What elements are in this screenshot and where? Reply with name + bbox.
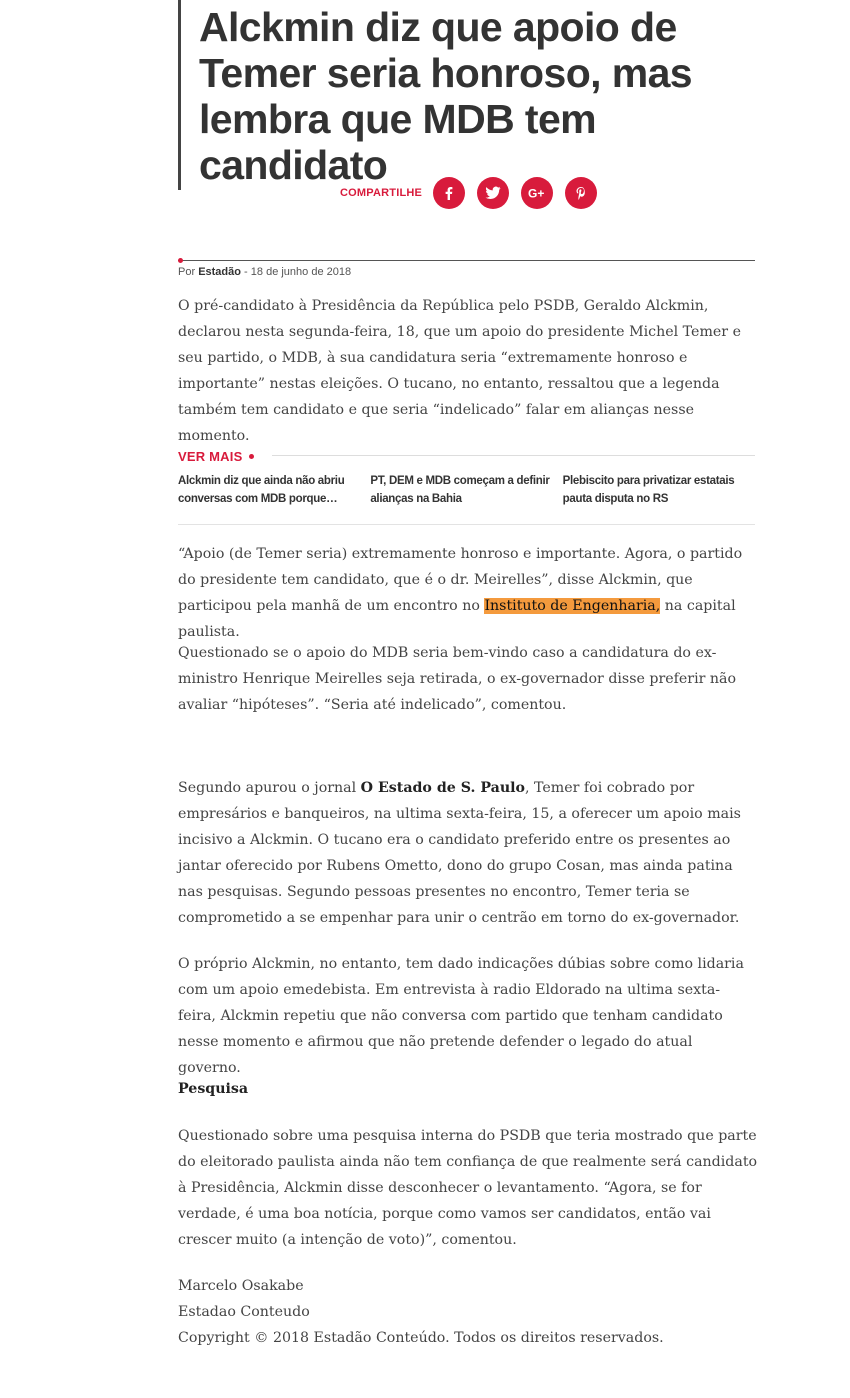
byline-author: Estadão — [198, 266, 241, 278]
article-paragraph-1: O pré-candidato à Presidência da República pelo PSDB, Geraldo Alckmin, declarou nesta segunda-feira, 18, que um apoio do presidente Michel Temer e seu partido, o MDB, à sua candidatura seria “extremamente honroso e importante” nestas eleições. O tucano, no entanto, ressaltou que a legenda também tem candidato e que seria “indelicado” falar em alianças nesse momento. — [178, 298, 741, 444]
signature-source: Estadao Conteudo — [178, 1304, 310, 1320]
twitter-icon — [485, 186, 501, 200]
byline-prefix: Por — [178, 266, 196, 278]
headline-block — [178, 0, 789, 190]
article-title: Alckmin diz que apoio de Temer seria honroso, mas lembra que MDB tem candidato — [199, 4, 692, 188]
ver-mais-divider — [272, 455, 755, 456]
paragraph-2-text: “Apoio (de Temer seria) extremamente honroso e importante. Agora, o partido do presidente tem candidato, que é o dr. Meirelles”, disse Alckmin, que participou pela manhã de um encontro no — [178, 546, 743, 614]
facebook-share-button[interactable] — [433, 177, 465, 209]
google-plus-share-button[interactable] — [521, 177, 553, 209]
article-paragraph-6: Questionado sobre uma pesquisa interna do PSDB que teria mostrado que parte do eleitorado paulista ainda não tem confiança de que realmente será candidato à Presidência, Alckmin disse desconhecer o levantamento. “Agora, se for verdade, é uma boa notícia, porque como vamos ser candidatos, então vai crescer muito (a intenção de voto)”, comentou. — [178, 1128, 758, 1248]
pinterest-share-button[interactable] — [565, 177, 597, 209]
byline — [178, 266, 351, 278]
section-subheading — [178, 1076, 758, 1102]
facebook-icon — [443, 186, 455, 200]
subheading-text: Pesquisa — [178, 1081, 249, 1097]
paragraph-4-end: , Temer foi cobrado por empresários e banqueiros, na ultima sexta-feira, 15, a oferecer um apoio mais incisivo a Alckmin. O tucano era o candidato preferido entre os presentes ao jantar oferecido por Rubens Ometto, dono do grupo Cosan, mas ainda patina nas pesquisas. Segundo pessoas presentes no encontro, Temer teria se comprometido a se empenhar para unir o centrão em torno do ex-governador. — [178, 780, 741, 926]
signature-author: Marcelo Osakabe — [178, 1278, 304, 1294]
byline-accent-dot — [178, 258, 183, 263]
byline-divider — [178, 260, 755, 261]
article-paragraph-3: Questionado se o apoio do MDB seria bem-vindo caso a candidatura do ex-ministro Henrique Meirelles seja retirada, o ex-governador disse preferir não avaliar “hipóteses”. “Seria até indelicado”, comentou. — [178, 645, 737, 713]
copyright-notice: Copyright © 2018 Estadão Conteúdo. Todos os direitos reservados. — [178, 1330, 664, 1346]
related-article-link[interactable]: Alckmin diz que ainda não abriu conversas com MDB porque… — [178, 475, 345, 505]
related-articles — [178, 472, 755, 508]
highlighted-link[interactable]: Instituto de Engenharia, — [484, 598, 661, 614]
byline-separator: - — [244, 266, 248, 278]
ver-mais-header — [178, 446, 755, 466]
svg-text:G+: G+ — [528, 187, 545, 199]
twitter-share-button[interactable] — [477, 177, 509, 209]
ver-mais-dot — [249, 454, 254, 459]
article-paragraph-2 — [178, 541, 758, 645]
related-article-link[interactable]: PT, DEM e MDB começam a definir alianças na Bahia — [370, 475, 550, 505]
google-plus-icon — [528, 187, 546, 199]
paragraph-4-text: Segundo apurou o jornal — [178, 780, 361, 796]
share-bar — [340, 176, 609, 210]
byline-date: 18 de junho de 2018 — [250, 266, 352, 278]
related-divider — [178, 524, 755, 525]
ver-mais-label: VER MAIS — [178, 449, 243, 464]
related-article-link[interactable]: Plebiscito para privatizar estatais pauta disputa no RS — [562, 475, 735, 505]
article-paragraph-4 — [178, 775, 758, 931]
pinterest-icon — [575, 186, 587, 200]
article-paragraph-5: O próprio Alckmin, no entanto, tem dado indicações dúbias sobre como lidaria com um apoio emedebista. Em entrevista à radio Eldorado na ultima sexta-feira, Alckmin repetiu que não conversa com partido que tenham candidato nesse momento e afirmou que não pretende defender o legado do atual governo. — [178, 956, 744, 1076]
newspaper-name: O Estado de S. Paulo — [360, 780, 525, 796]
paragraph-2-end: na capital paulista. — [178, 598, 736, 640]
share-label: COMPARTILHE — [340, 187, 423, 199]
